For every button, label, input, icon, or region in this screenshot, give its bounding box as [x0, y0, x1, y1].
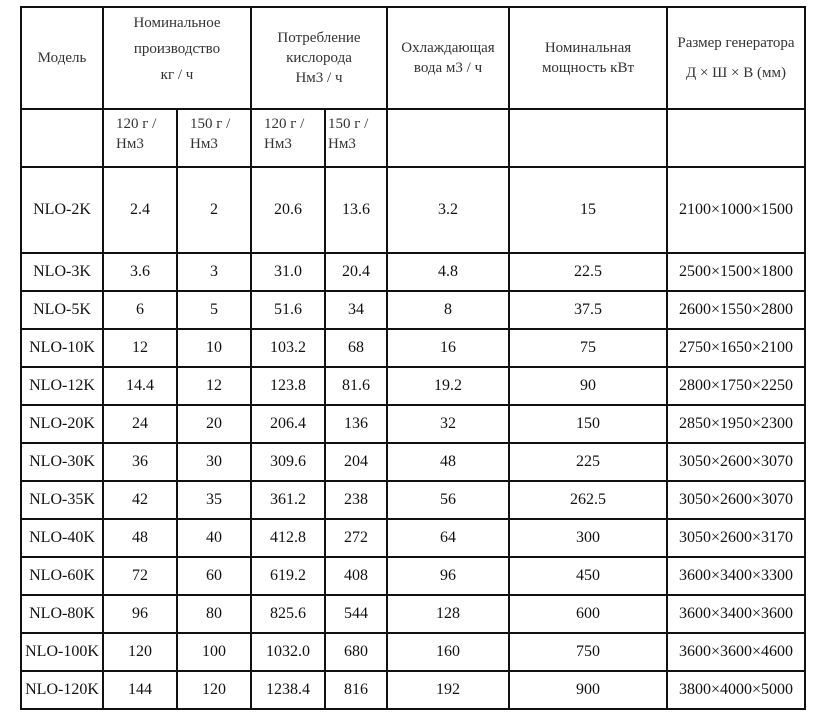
cell-power: 262.5 [509, 481, 667, 519]
cell-o150: 238 [325, 481, 387, 519]
table-row [21, 671, 805, 709]
cell-power: 75 [509, 329, 667, 367]
cell-model: NLO-80K [21, 595, 103, 633]
cell-p120: 36 [103, 443, 177, 481]
cell-model: NLO-60K [21, 557, 103, 595]
cell-power: 300 [509, 519, 667, 557]
cell-o150: 68 [325, 329, 387, 367]
cell-p120: 14.4 [103, 367, 177, 405]
table-row [21, 291, 805, 329]
cell-o150: 204 [325, 443, 387, 481]
cell-p120: 6 [103, 291, 177, 329]
cell-water: 160 [387, 633, 509, 671]
cell-power: 600 [509, 595, 667, 633]
cell-p120: 3.6 [103, 253, 177, 291]
cell-p150: 40 [177, 519, 251, 557]
subheader-row [21, 109, 805, 167]
cell-p120: 72 [103, 557, 177, 595]
cell-water: 3.2 [387, 167, 509, 253]
cell-power: 150 [509, 405, 667, 443]
cell-water: 192 [387, 671, 509, 709]
cell-power: 90 [509, 367, 667, 405]
cell-o120: 103.2 [251, 329, 325, 367]
cell-water: 96 [387, 557, 509, 595]
cell-o150: 544 [325, 595, 387, 633]
cell-o120: 1238.4 [251, 671, 325, 709]
cell-size: 2850×1950×2300 [667, 405, 805, 443]
cell-o150: 136 [325, 405, 387, 443]
cell-o150: 13.6 [325, 167, 387, 253]
table-row [21, 329, 805, 367]
header-cooling-water: Охлаждающая вода м3 / ч [387, 7, 509, 109]
subheader-prod-120: 120 г / Нм3 [103, 109, 177, 167]
cell-water: 32 [387, 405, 509, 443]
table-row [21, 595, 805, 633]
table-row [21, 481, 805, 519]
cell-model: NLO-12K [21, 367, 103, 405]
cell-o120: 412.8 [251, 519, 325, 557]
subheader-empty [509, 109, 667, 167]
cell-water: 64 [387, 519, 509, 557]
cell-size: 2750×1650×2100 [667, 329, 805, 367]
cell-o150: 408 [325, 557, 387, 595]
cell-size: 2500×1500×1800 [667, 253, 805, 291]
table-row [21, 253, 805, 291]
cell-p150: 120 [177, 671, 251, 709]
cell-power: 22.5 [509, 253, 667, 291]
cell-model: NLO-10K [21, 329, 103, 367]
table-row [21, 557, 805, 595]
cell-size: 2100×1000×1500 [667, 167, 805, 253]
cell-size: 3600×3400×3300 [667, 557, 805, 595]
cell-o150: 34 [325, 291, 387, 329]
cell-o150: 680 [325, 633, 387, 671]
cell-o150: 81.6 [325, 367, 387, 405]
cell-model: NLO-3K [21, 253, 103, 291]
cell-power: 37.5 [509, 291, 667, 329]
cell-o120: 31.0 [251, 253, 325, 291]
cell-model: NLO-5K [21, 291, 103, 329]
cell-p120: 2.4 [103, 167, 177, 253]
cell-model: NLO-2K [21, 167, 103, 253]
cell-p120: 96 [103, 595, 177, 633]
cell-p120: 120 [103, 633, 177, 671]
cell-size: 3050×2600×3170 [667, 519, 805, 557]
header-row [21, 7, 805, 109]
cell-o120: 123.8 [251, 367, 325, 405]
cell-p150: 12 [177, 367, 251, 405]
cell-model: NLO-30K [21, 443, 103, 481]
cell-p120: 48 [103, 519, 177, 557]
header-model: Модель [21, 7, 103, 109]
cell-p120: 24 [103, 405, 177, 443]
cell-water: 8 [387, 291, 509, 329]
cell-power: 225 [509, 443, 667, 481]
cell-power: 750 [509, 633, 667, 671]
cell-o120: 51.6 [251, 291, 325, 329]
cell-p120: 12 [103, 329, 177, 367]
cell-model: NLO-100K [21, 633, 103, 671]
cell-size: 3600×3400×3600 [667, 595, 805, 633]
cell-p150: 3 [177, 253, 251, 291]
table-row [21, 519, 805, 557]
cell-p150: 20 [177, 405, 251, 443]
cell-water: 48 [387, 443, 509, 481]
cell-water: 56 [387, 481, 509, 519]
cell-model: NLO-35K [21, 481, 103, 519]
cell-o120: 1032.0 [251, 633, 325, 671]
spec-table [20, 6, 806, 710]
cell-p120: 42 [103, 481, 177, 519]
cell-o120: 619.2 [251, 557, 325, 595]
cell-p150: 30 [177, 443, 251, 481]
cell-p120: 144 [103, 671, 177, 709]
cell-o120: 361.2 [251, 481, 325, 519]
cell-model: NLO-120K [21, 671, 103, 709]
cell-p150: 10 [177, 329, 251, 367]
cell-model: NLO-20K [21, 405, 103, 443]
cell-p150: 5 [177, 291, 251, 329]
cell-water: 4.8 [387, 253, 509, 291]
subheader-empty [667, 109, 805, 167]
cell-size: 3050×2600×3070 [667, 443, 805, 481]
table-row [21, 405, 805, 443]
cell-size: 3050×2600×3070 [667, 481, 805, 519]
cell-size: 2600×1550×2800 [667, 291, 805, 329]
cell-o120: 309.6 [251, 443, 325, 481]
subheader-oxy-150: 150 г / Нм3 [325, 109, 387, 167]
subheader-empty [387, 109, 509, 167]
cell-power: 900 [509, 671, 667, 709]
cell-p150: 2 [177, 167, 251, 253]
cell-power: 450 [509, 557, 667, 595]
cell-size: 2800×1750×2250 [667, 367, 805, 405]
cell-size: 3800×4000×5000 [667, 671, 805, 709]
cell-o150: 272 [325, 519, 387, 557]
cell-o120: 825.6 [251, 595, 325, 633]
cell-o150: 816 [325, 671, 387, 709]
table-row [21, 633, 805, 671]
cell-model: NLO-40K [21, 519, 103, 557]
cell-p150: 60 [177, 557, 251, 595]
header-oxygen-consumption: Потребление кислорода Нм3 / ч [251, 7, 387, 109]
cell-water: 128 [387, 595, 509, 633]
cell-water: 16 [387, 329, 509, 367]
header-generator-size: Размер генератора Д × Ш × В (мм) [667, 7, 805, 109]
header-nominal-production: Номинальное производство кг / ч [103, 7, 251, 109]
cell-water: 19.2 [387, 367, 509, 405]
subheader-oxy-120: 120 г / Нм3 [251, 109, 325, 167]
table-row [21, 443, 805, 481]
cell-o120: 20.6 [251, 167, 325, 253]
cell-p150: 80 [177, 595, 251, 633]
cell-size: 3600×3600×4600 [667, 633, 805, 671]
subheader-empty [21, 109, 103, 167]
cell-power: 15 [509, 167, 667, 253]
cell-p150: 35 [177, 481, 251, 519]
cell-o150: 20.4 [325, 253, 387, 291]
subheader-prod-150: 150 г / Нм3 [177, 109, 251, 167]
table-row [21, 167, 805, 253]
cell-o120: 206.4 [251, 405, 325, 443]
header-nominal-power: Номинальная мощность кВт [509, 7, 667, 109]
table-row [21, 367, 805, 405]
cell-p150: 100 [177, 633, 251, 671]
